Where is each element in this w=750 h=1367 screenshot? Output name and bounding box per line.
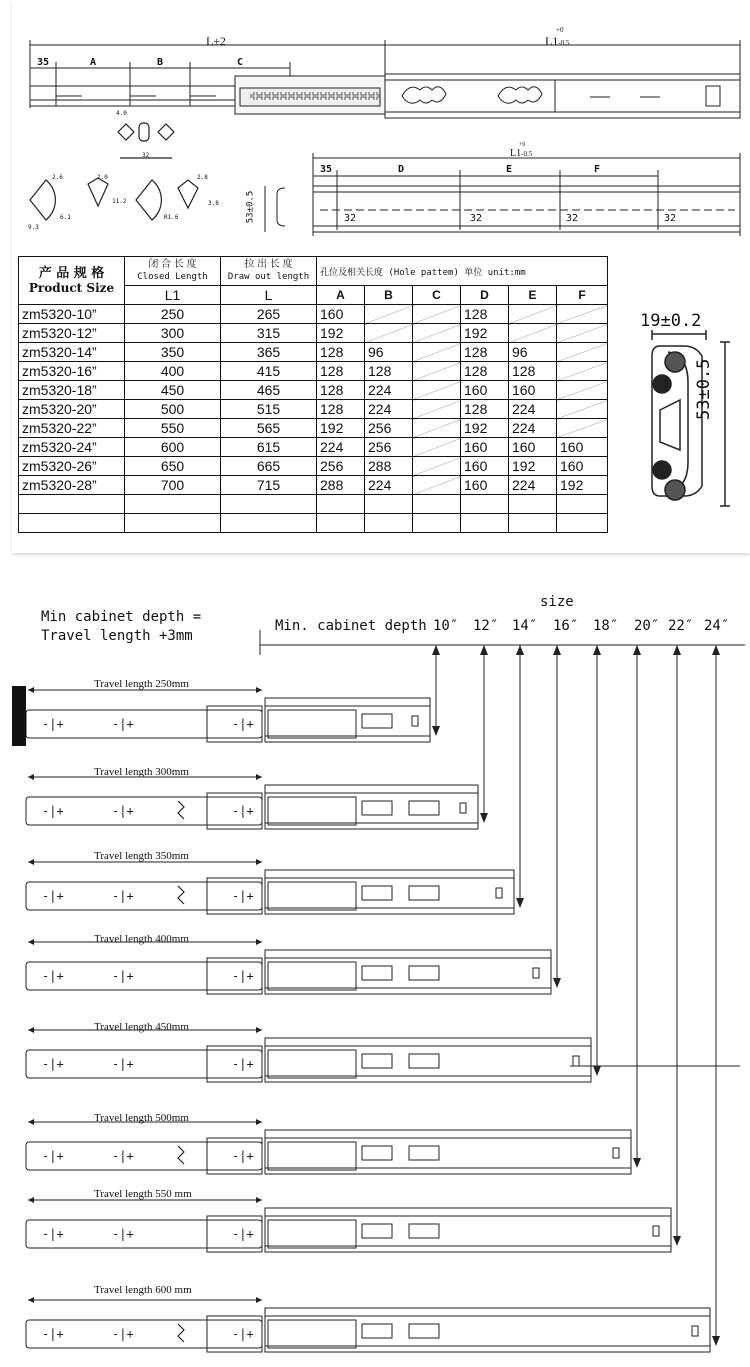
header-col-e: E bbox=[509, 286, 557, 305]
cell-size: zm5320-24” bbox=[19, 438, 125, 457]
cell-size: zm5320-16” bbox=[19, 362, 125, 381]
cabinet-rail-1 bbox=[265, 785, 478, 829]
seg-c-label: C bbox=[237, 57, 244, 68]
cell-e: 224 bbox=[509, 476, 557, 495]
hole-mark-0-0: -|+ bbox=[42, 717, 64, 731]
slot-b-5 bbox=[409, 1146, 439, 1160]
cell-f: 160 bbox=[557, 457, 608, 476]
cell-l1: 350 bbox=[125, 343, 221, 362]
size-label-4: 18″ bbox=[593, 618, 619, 634]
small-dim-6: 11.2 bbox=[112, 198, 127, 205]
header-closed: 闭 合 长 度 Closed Length bbox=[125, 257, 221, 286]
slot-a-6 bbox=[362, 1224, 392, 1238]
travel-arrow-r-1 bbox=[256, 774, 262, 780]
seg-a-label: A bbox=[90, 57, 97, 68]
cell-d: 160 bbox=[461, 476, 509, 495]
depth-arrow-7 bbox=[712, 1336, 720, 1346]
travel-label-1: Travel length 300mm bbox=[94, 766, 189, 778]
travel-arrow-l-3 bbox=[28, 939, 34, 945]
profile-width-dim: 19±0.2 bbox=[640, 311, 702, 331]
travel-arrow-r-6 bbox=[256, 1197, 262, 1203]
slot-a-2 bbox=[362, 886, 392, 900]
header-l1: L1 bbox=[125, 286, 221, 305]
break-mark-7 bbox=[178, 1324, 184, 1342]
hole-mark-3-1: -|+ bbox=[112, 969, 134, 983]
cell-l1: 250 bbox=[125, 305, 221, 324]
hole-mark-3-0: -|+ bbox=[42, 969, 64, 983]
cell-b: 224 bbox=[365, 400, 413, 419]
hole-mark-0-1: -|+ bbox=[112, 717, 134, 731]
travel-arrow-l-4 bbox=[28, 1027, 34, 1033]
hole-mark-4-1: -|+ bbox=[112, 1057, 134, 1071]
hole-mark-2-2: -|+ bbox=[232, 889, 254, 903]
cell-size: zm5320-18” bbox=[19, 381, 125, 400]
cell-a: 256 bbox=[317, 457, 365, 476]
cell-l: 665 bbox=[221, 457, 317, 476]
hole-mark-2-1: -|+ bbox=[112, 889, 134, 903]
cell-size: zm5320-22” bbox=[19, 419, 125, 438]
slot-b-1 bbox=[409, 801, 439, 815]
cell-l: 315 bbox=[221, 324, 317, 343]
end-slot-1 bbox=[460, 803, 466, 813]
hole-mark-6-2: -|+ bbox=[232, 1227, 254, 1241]
cell-d: 160 bbox=[461, 381, 509, 400]
cell-l1: 500 bbox=[125, 400, 221, 419]
size-label-3: 16″ bbox=[553, 618, 579, 634]
size-label-2: 14″ bbox=[512, 618, 538, 634]
travel-arrow-r-2 bbox=[256, 859, 262, 865]
cell-b: 128 bbox=[365, 362, 413, 381]
cell-d: 160 bbox=[461, 438, 509, 457]
end-slot-5 bbox=[613, 1148, 619, 1158]
cabinet-rail-5 bbox=[265, 1130, 631, 1174]
cell-d: 128 bbox=[461, 400, 509, 419]
small-dim-7: R1.6 bbox=[164, 214, 179, 221]
size-label-6: 22″ bbox=[668, 618, 694, 634]
cell-a: 128 bbox=[317, 400, 365, 419]
travel-arrow-r-7 bbox=[256, 1297, 262, 1303]
slide-block-4 bbox=[268, 1050, 356, 1078]
cell-l1: 600 bbox=[125, 438, 221, 457]
cell-l: 465 bbox=[221, 381, 317, 400]
dim-l1-tol-plus: +0 bbox=[556, 26, 564, 34]
cell-d: 128 bbox=[461, 362, 509, 381]
hole-mark-4-0: -|+ bbox=[42, 1057, 64, 1071]
travel-arrow-r-5 bbox=[256, 1119, 262, 1125]
size-label-7: 24″ bbox=[704, 618, 730, 634]
hole-mark-6-0: -|+ bbox=[42, 1227, 64, 1241]
cell-a: 224 bbox=[317, 438, 365, 457]
cell-f: 192 bbox=[557, 476, 608, 495]
depth-top-arrow-6 bbox=[673, 645, 681, 655]
small-dim-10: 3.8 bbox=[208, 200, 219, 207]
slide-block-1 bbox=[268, 797, 356, 825]
cell-l1: 400 bbox=[125, 362, 221, 381]
dim-l1-label: L1-0.5 bbox=[545, 34, 570, 48]
cell-e: 224 bbox=[509, 400, 557, 419]
seg-b-label: B bbox=[157, 57, 164, 68]
travel-arrow-l-2 bbox=[28, 859, 34, 865]
cell-size: zm5320-28” bbox=[19, 476, 125, 495]
break-mark-5 bbox=[178, 1146, 184, 1164]
travel-label-0: Travel length 250mm bbox=[94, 678, 189, 690]
cell-d: 128 bbox=[461, 305, 509, 324]
header-col-d: D bbox=[461, 286, 509, 305]
slot-b-6 bbox=[409, 1224, 439, 1238]
cell-f: 160 bbox=[557, 438, 608, 457]
travel-arrow-l-0 bbox=[28, 687, 34, 693]
cell-l: 265 bbox=[221, 305, 317, 324]
slot-b-7 bbox=[409, 1324, 439, 1338]
cabinet-rail-2 bbox=[265, 870, 514, 914]
small-dim-5: 6.1 bbox=[60, 214, 71, 221]
cell-size: zm5320-26” bbox=[19, 457, 125, 476]
cell-l1: 550 bbox=[125, 419, 221, 438]
travel-arrow-r-0 bbox=[256, 687, 262, 693]
header-col-c: C bbox=[413, 286, 461, 305]
depth-arrow-4 bbox=[593, 1066, 601, 1076]
hole-mark-2-0: -|+ bbox=[42, 889, 64, 903]
cell-a: 128 bbox=[317, 343, 365, 362]
hole-mark-7-0: -|+ bbox=[42, 1327, 64, 1341]
travel-label-2: Travel length 350mm bbox=[94, 850, 189, 862]
cell-a: 128 bbox=[317, 362, 365, 381]
cell-e: 96 bbox=[509, 343, 557, 362]
cell-l1: 700 bbox=[125, 476, 221, 495]
slot-a-7 bbox=[362, 1324, 392, 1338]
dim-32-1: 32 bbox=[344, 213, 357, 224]
travel-arrow-l-5 bbox=[28, 1119, 34, 1125]
end-slot-6 bbox=[653, 1226, 659, 1236]
profile-height-dim: 53±0.5 bbox=[694, 358, 714, 420]
travel-label-6: Travel length 550 mm bbox=[94, 1188, 192, 1200]
slot-a-5 bbox=[362, 1146, 392, 1160]
travel-arrow-r-3 bbox=[256, 939, 262, 945]
cell-d: 192 bbox=[461, 419, 509, 438]
slide-block-6 bbox=[268, 1220, 356, 1248]
axis-label: Min. cabinet depth bbox=[275, 618, 427, 634]
cell-e: 160 bbox=[509, 438, 557, 457]
size-label-1: 12″ bbox=[473, 618, 499, 634]
slot-a-1 bbox=[362, 801, 392, 815]
size-title: size bbox=[540, 594, 574, 610]
cell-e: 192 bbox=[509, 457, 557, 476]
small-dim-3: 2.6 bbox=[52, 174, 63, 181]
depth-arrow-1 bbox=[480, 813, 488, 823]
cell-size: zm5320-10” bbox=[19, 305, 125, 324]
header-col-a: A bbox=[317, 286, 365, 305]
cell-size: zm5320-20” bbox=[19, 400, 125, 419]
dim-l-label: L±2 bbox=[206, 34, 226, 48]
hole-mark-7-2: -|+ bbox=[232, 1327, 254, 1341]
depth-top-arrow-4 bbox=[593, 645, 601, 655]
cell-d: 160 bbox=[461, 457, 509, 476]
slide-block-0 bbox=[268, 710, 356, 738]
slide-block-5 bbox=[268, 1142, 356, 1170]
cell-a: 288 bbox=[317, 476, 365, 495]
seg-35-label: 35 bbox=[37, 57, 50, 68]
travel-label-5: Travel length 500mm bbox=[94, 1112, 189, 1124]
cell-l1: 450 bbox=[125, 381, 221, 400]
travel-arrow-l-7 bbox=[28, 1297, 34, 1303]
cell-d: 128 bbox=[461, 343, 509, 362]
travel-arrow-l-6 bbox=[28, 1197, 34, 1203]
slot-a-0 bbox=[362, 714, 392, 728]
header-hole: 孔位及相关长度 (Hole pattem) 单位 unit:mm bbox=[317, 257, 608, 286]
cell-l: 365 bbox=[221, 343, 317, 362]
header-draw: 拉 出 长 度 Draw out length bbox=[221, 257, 317, 286]
cell-a: 160 bbox=[317, 305, 365, 324]
cell-l: 565 bbox=[221, 419, 317, 438]
slot-a-3 bbox=[362, 966, 392, 980]
cell-d: 192 bbox=[461, 324, 509, 343]
end-slot-3 bbox=[533, 968, 539, 978]
hole-mark-7-1: -|+ bbox=[112, 1327, 134, 1341]
slot-b-3 bbox=[409, 966, 439, 980]
end-slot-0 bbox=[412, 716, 418, 726]
dim-32-3: 32 bbox=[566, 213, 579, 224]
hole-mark-5-1: -|+ bbox=[112, 1149, 134, 1163]
slide-block-2 bbox=[268, 882, 356, 910]
cabinet-wall bbox=[12, 686, 26, 746]
cell-e: 128 bbox=[509, 362, 557, 381]
header-l: L bbox=[221, 286, 317, 305]
slot-a-4 bbox=[362, 1054, 392, 1068]
depth-arrow-0 bbox=[432, 726, 440, 736]
travel-label-4: Travel length 450mm bbox=[94, 1021, 189, 1033]
depth-formula: Min cabinet depth = Travel length +3mm bbox=[41, 609, 202, 644]
small-dim-8: 2.8 bbox=[197, 174, 208, 181]
cell-b: 256 bbox=[365, 438, 413, 457]
cell-a: 192 bbox=[317, 419, 365, 438]
hole-mark-4-2: -|+ bbox=[232, 1057, 254, 1071]
slot-b-4 bbox=[409, 1054, 439, 1068]
hole-mark-3-2: -|+ bbox=[232, 969, 254, 983]
cell-a: 192 bbox=[317, 324, 365, 343]
slide-block-7 bbox=[268, 1320, 356, 1348]
hole-mark-5-0: -|+ bbox=[42, 1149, 64, 1163]
depth-top-arrow-2 bbox=[516, 645, 524, 655]
travel-label-3: Travel length 400mm bbox=[94, 933, 189, 945]
cell-b: 256 bbox=[365, 419, 413, 438]
hole-mark-6-1: -|+ bbox=[112, 1227, 134, 1241]
cell-l1: 300 bbox=[125, 324, 221, 343]
cell-b: 288 bbox=[365, 457, 413, 476]
end-slot-4 bbox=[573, 1056, 579, 1066]
cell-l: 615 bbox=[221, 438, 317, 457]
cell-e: 160 bbox=[509, 381, 557, 400]
depth-arrow-2 bbox=[516, 898, 524, 908]
cell-size: zm5320-12” bbox=[19, 324, 125, 343]
end-slot-7 bbox=[692, 1326, 698, 1336]
small-dim-4: 2.0 bbox=[97, 174, 108, 181]
height-dim-small: 53±0.5 bbox=[245, 190, 256, 224]
cell-size: zm5320-14” bbox=[19, 343, 125, 362]
travel-arrow-l-1 bbox=[28, 774, 34, 780]
small-dim-9: 9.3 bbox=[28, 224, 39, 231]
depth-arrow-6 bbox=[673, 1236, 681, 1246]
cell-l1: 650 bbox=[125, 457, 221, 476]
hole-mark-1-0: -|+ bbox=[42, 804, 64, 818]
cell-a: 128 bbox=[317, 381, 365, 400]
depth-top-arrow-1 bbox=[480, 645, 488, 655]
depth-top-arrow-7 bbox=[712, 645, 720, 655]
slot-b-2 bbox=[409, 886, 439, 900]
dim-l1-lower-label: L1-0.5 bbox=[510, 148, 533, 159]
cell-e: 224 bbox=[509, 419, 557, 438]
seg-d-label: D bbox=[398, 164, 405, 175]
cabinet-rail-3 bbox=[265, 950, 551, 994]
dim-32-4: 32 bbox=[664, 213, 677, 224]
seg-f-label: F bbox=[594, 164, 601, 175]
small-dim-1: 4.0 bbox=[116, 110, 127, 117]
header-product: 产 品 规 格 Product Size bbox=[19, 257, 125, 305]
break-mark-2 bbox=[178, 886, 184, 904]
travel-arrow-r-4 bbox=[256, 1027, 262, 1033]
cell-b: 96 bbox=[365, 343, 413, 362]
seg-e-label: E bbox=[506, 164, 513, 175]
size-label-0: 10″ bbox=[433, 618, 459, 634]
depth-arrow-3 bbox=[553, 978, 561, 988]
hole-mark-0-2: -|+ bbox=[232, 717, 254, 731]
depth-arrow-5 bbox=[633, 1158, 641, 1168]
header-col-f: F bbox=[557, 286, 608, 305]
dim-32-2: 32 bbox=[470, 213, 483, 224]
seg-35-lower-label: 35 bbox=[320, 164, 333, 175]
small-dim-2: 32 bbox=[142, 152, 150, 159]
break-mark-1 bbox=[178, 801, 184, 819]
hole-mark-1-1: -|+ bbox=[112, 804, 134, 818]
cabinet-rail-6 bbox=[265, 1208, 671, 1252]
cell-b: 224 bbox=[365, 381, 413, 400]
travel-label-7: Travel length 600 mm bbox=[94, 1284, 192, 1296]
slide-block-3 bbox=[268, 962, 356, 990]
depth-top-arrow-0 bbox=[432, 645, 440, 655]
hole-mark-5-2: -|+ bbox=[232, 1149, 254, 1163]
depth-top-arrow-5 bbox=[633, 645, 641, 655]
cabinet-rail-7 bbox=[265, 1308, 710, 1352]
cabinet-rail-0 bbox=[265, 698, 430, 742]
end-slot-2 bbox=[496, 888, 502, 898]
hole-mark-1-2: -|+ bbox=[232, 804, 254, 818]
cabinet-rail-4 bbox=[265, 1038, 591, 1082]
depth-top-arrow-3 bbox=[553, 645, 561, 655]
dim-l1-lower-tol-plus: +0 bbox=[519, 142, 526, 148]
size-label-5: 20″ bbox=[634, 618, 660, 634]
cell-l: 715 bbox=[221, 476, 317, 495]
header-col-b: B bbox=[365, 286, 413, 305]
cell-b: 224 bbox=[365, 476, 413, 495]
cell-l: 515 bbox=[221, 400, 317, 419]
cell-l: 415 bbox=[221, 362, 317, 381]
